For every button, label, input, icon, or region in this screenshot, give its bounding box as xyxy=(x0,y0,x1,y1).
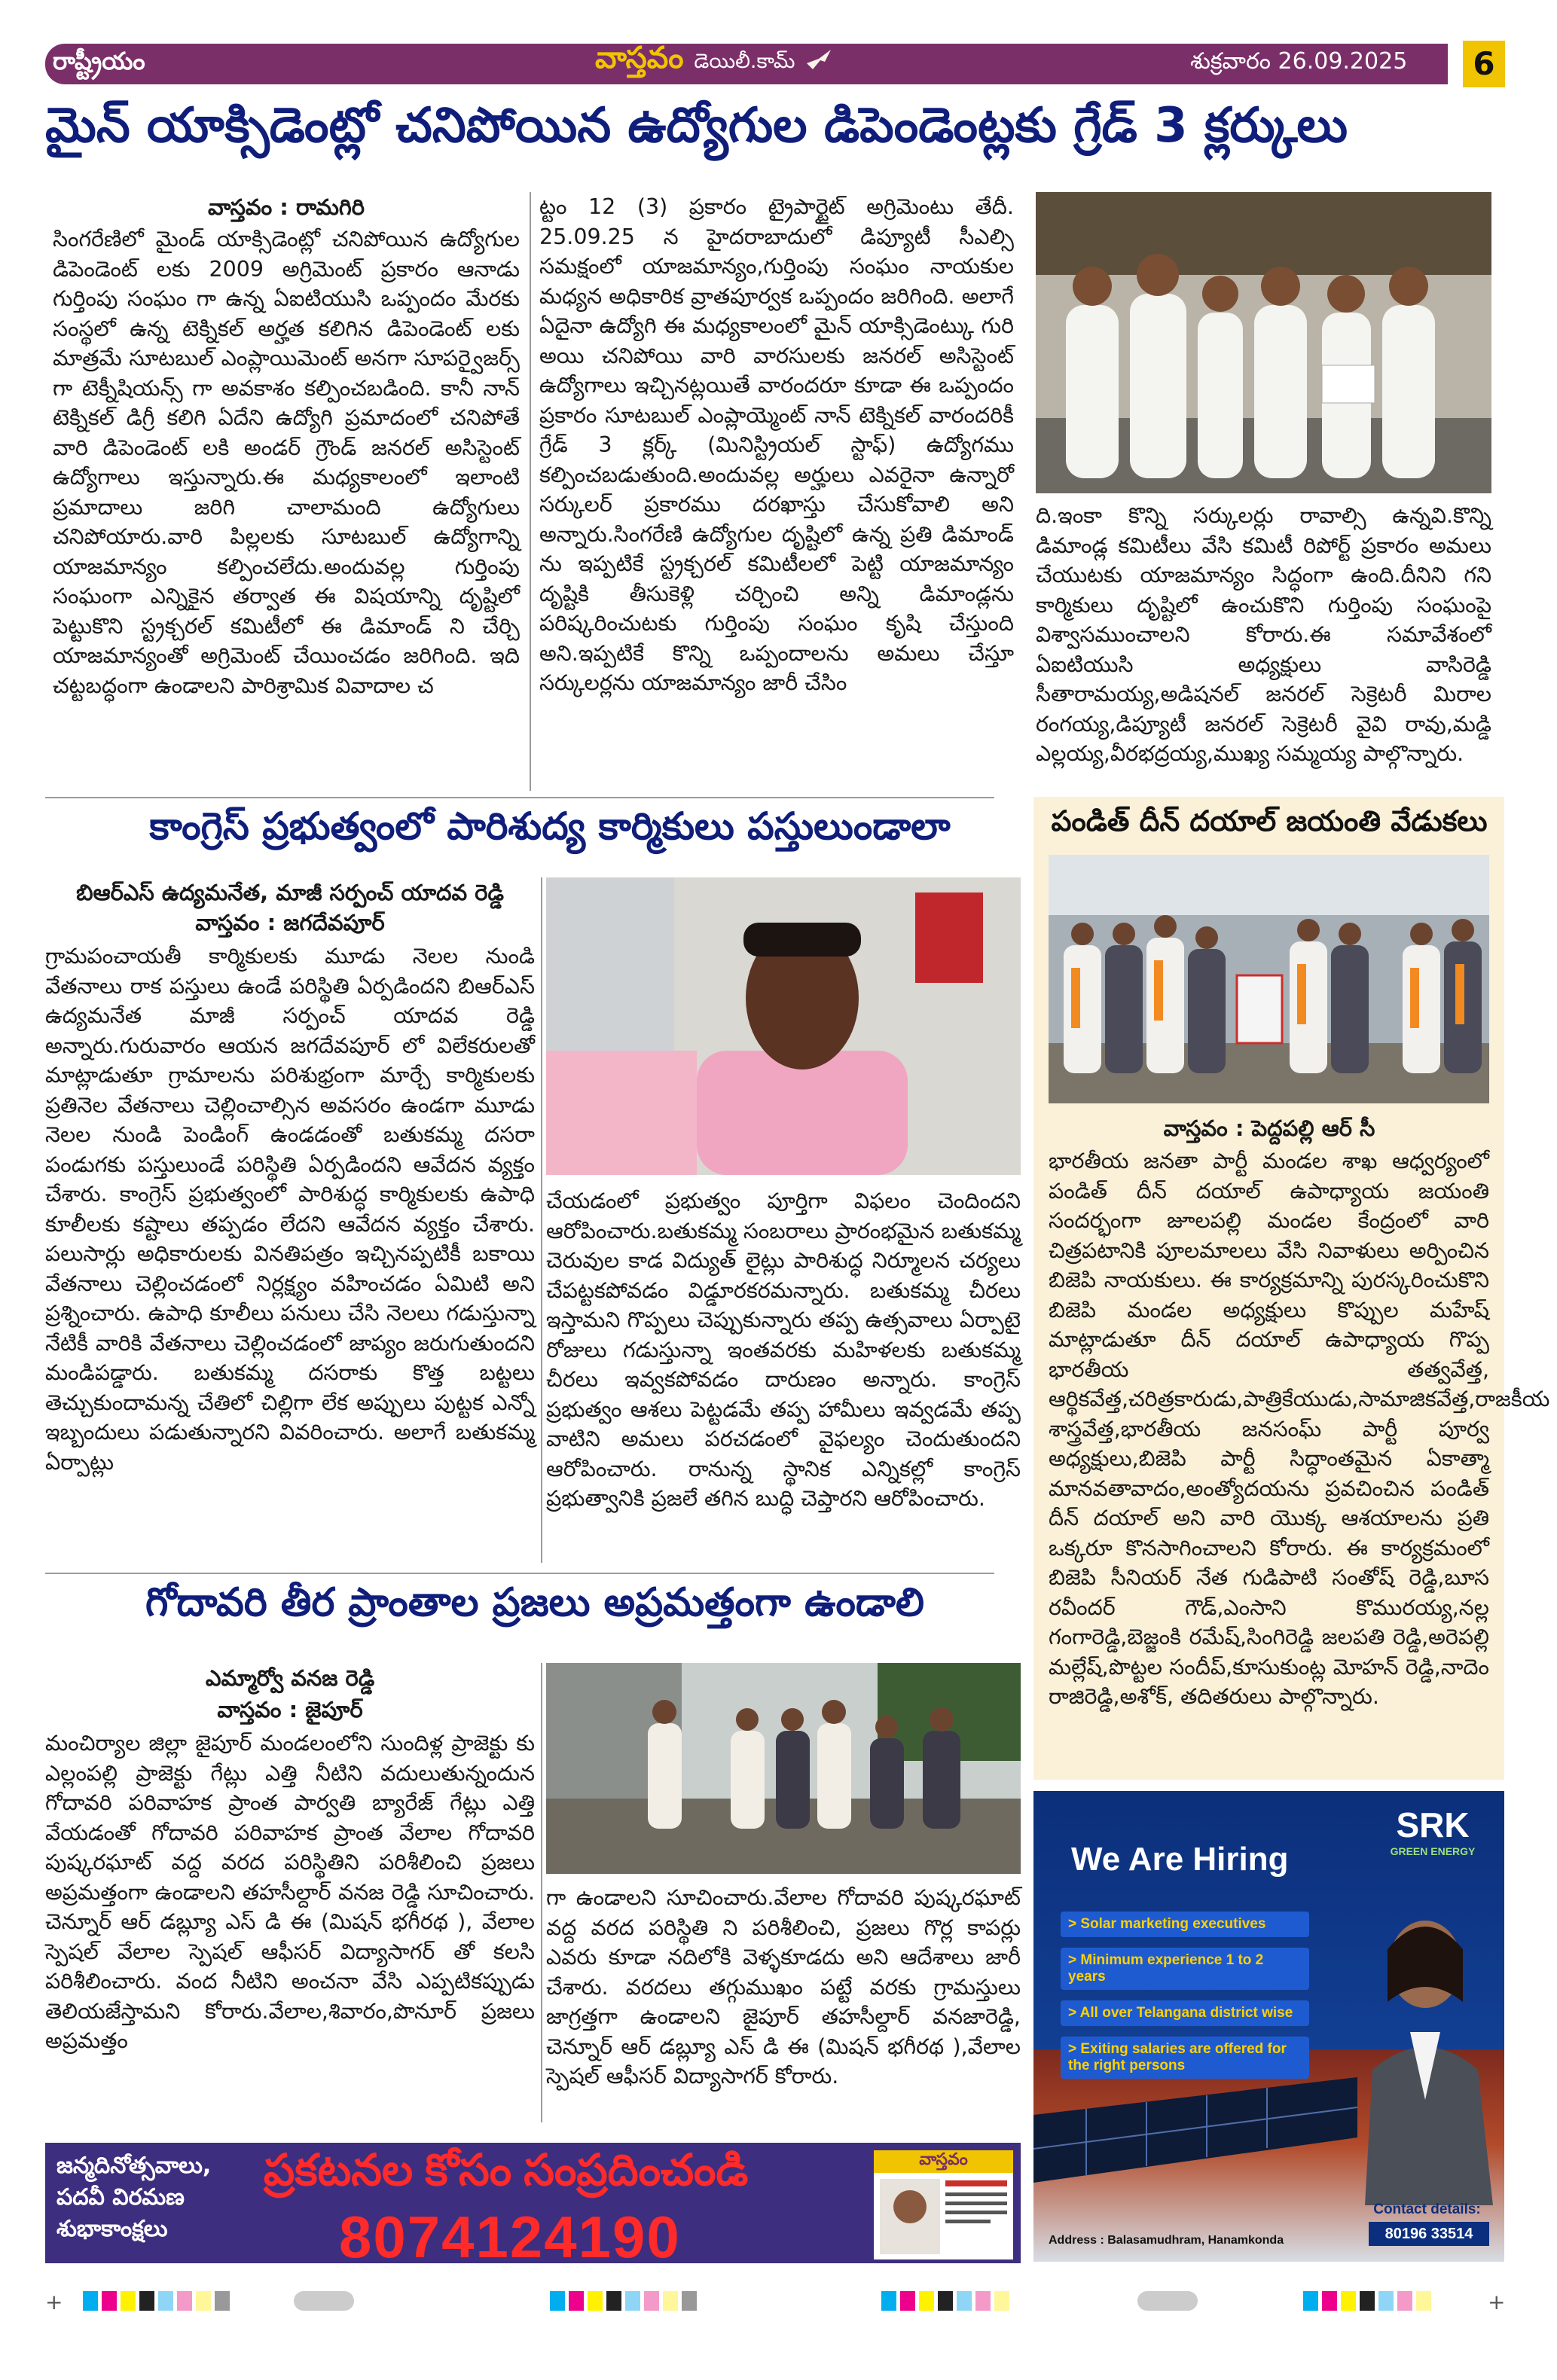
story2-col2: చేయడంలో ప్రభుత్వం పూర్తిగా విఫలం చెందిందని ఆరోపించారు.బతుకమ్మ సంబరాలు ప్రారంభమైన బతుకమ్మ చెరువుల కాడ విద్యుత్ లైట్లు పారిశుద్ధ నిర్మూలన చర్యలు చేపట్టకపోవడం విడ్డూరకరమన్నారు. బతుకమ్మ చీరలు ఇస్తామని గొప్పలు చెప్పుకున్నారు తప్ప ఉత్సవాలు ఏర్పాటై రోజులు గడుస్తున్నా ఇంతవరకు మహిళలకు బతుకమ్మ చీరలు ఇవ్వకపోవడం దారుణం అన్నారు. కాంగ్రెస్ ప్రభుత్వం ఆశలు పెట్టడమే తప్ప హామీలు ఇవ్వడమే తప్ప వాటిని అమలు పరచడంలో వైఫల్యం చెందుతుందని ఆరోపించారు. రానున్న స్థానిక ఎన్నికల్లో కాంగ్రెస్ ప్రభుత్వానికి ప్రజలే తగిన బుద్ధి చెప్తారని ఆరోపించారు. xyxy=(546,1188,1021,1511)
story3-headline: గోదావరి తీర ప్రాంతాల ప్రజలు అప్రమత్తంగా ఉండాలి xyxy=(145,1580,924,1625)
section-rule xyxy=(45,1573,994,1574)
story3-dateline: వాస్తవం : జైపూర్ xyxy=(217,1697,363,1722)
column-divider xyxy=(530,192,531,791)
hiring-item: > Minimum experience 1 to 2 years xyxy=(1061,1948,1309,1990)
bird-icon xyxy=(805,48,832,71)
story1-col1: సింగరేణిలో మైండ్ యాక్సిడెంట్లో చనిపోయిన ఉద్యోగుల డిపెండెంట్ లకు 2009 అగ్రిమెంట్ ప్రకారం ఆనాడు గుర్తింపు సంఘం గా ఉన్న ఏఐటియుసి ఒప్పందం మేరకు సంస్థలో ఉన్న టెక్నికల్ అర్హత కలిగిన డిపెండెంట్ లకు మాత్రమే సూటబుల్ ఎంప్లాయిమెంట్ అనగా సూపర్వైజర్స్ గా టెక్నీషియన్స్ గా అవకాశం కల్పించబడింది. కానీ నాన్ టెక్నికల్ డిగ్రీ కలిగి ఏదేని ఉద్యోగి ప్రమాదంలో చనిపోతే వారి డిపెండెంట్ లకి అండర్ గ్రౌండ్ జనరల్ అసిస్టెంట్ ఉద్యోగాలు ఇస్తున్నారు.ఈ మధ్యకాలంలో ఇలాంటి ప్రమాదాలు జరిగి చాలామంది ఉద్యోగులు చనిపోయారు.వారి పిల్లలకు సూటబుల్ ఉద్యోగాన్ని యాజమాన్యం కల్పించలేదు.అందువల్ల గుర్తింపు సంఘంగా ఎన్నికైన తర్వాత ఈ విషయాన్ని దృష్టిలో పెట్టుకొని స్ట్రక్చరల్ కమిటీలో ఈ డిమాండ్ ని చేర్చి యాజమాన్యంతో అగ్రిమెంట్ చేయించడం జరిగింది. ఇది చట్టబద్ధంగా ఉండాలని పారిశ్రామిక వివాదాల చ xyxy=(53,227,520,698)
story4-body: భారతీయ జనతా పార్టీ మండల శాఖ ఆధ్వర్యంలో పండిత్ దీన్ దయాల్ ఉపాధ్యాయ జయంతి సందర్భంగా జూలపల్లి మండల కేంద్రంలో వారి చిత్రపటానికి పూలమాలలు వేసి నివాళులు అర్పించిన బిజెపి నాయకులు. ఈ కార్యక్రమాన్ని పురస్కరించుకొని బిజెపి మండల అధ్యక్షులు కొప్పుల మహేష్ మాట్లాడుతూ దీన్ దయాల్ ఉపాధ్యాయ గొప్ప భారతీయ తత్వవేత్త, ఆర్థికవేత్త,చరిత్రకారుడు,పాత్రికేయుడు,సామాజికవేత్త,రాజకీయ శాస్త్రవేత్త,భారతీయ జనసంఘ్ పార్టీ పూర్వ అధ్యక్షులు,బిజెపి పార్టీ సిద్ధాంతమైన ఏకాత్మా మానవతావాదం,అంత్యోదయను ప్రవచించిన పండిత్ దీన్ దయాల్ అని వారి యొక్క ఆశయాలను ప్రతి ఒక్కరూ కొనసాగించాలని కోరారు. ఈ కార్యక్రమంలో బిజెపి సీనియర్ నేత గుడిపాటి సంతోష్ రెడ్డి,బూస రవీందర్ గౌడ్,ఎంసాని కొమురయ్య,నల్ల గంగారెడ్డి,బెజ్జంకి రమేష్,సింగిరెడ్డి జలపతి రెడ్డి,అరెపల్లి మల్లేష్,పొట్టల సందీప్,కూసుకుంట్ల మోహన్ రెడ్డి,నాదెం రాజిరెడ్డి,అశోక్, తదితరులు పాల్గొన్నారు. xyxy=(1049,1149,1550,1709)
hiring-item: > Solar marketing executives xyxy=(1061,1912,1309,1937)
masthead-sub: డెయిలీ.కామ్ xyxy=(694,50,795,73)
masthead xyxy=(595,41,832,83)
contact-label: Contact details: xyxy=(1373,2202,1481,2217)
story1-dateline: వాస్తవం : రామగిరి xyxy=(207,194,365,220)
newspaper-thumbnail xyxy=(874,2150,1013,2259)
registration-mark-icon: + xyxy=(45,2290,63,2314)
solar-panel-illustration xyxy=(1033,2070,1357,2205)
section-label: రాష్ట్రీయం xyxy=(53,47,145,75)
story3-byline: ఎమ్మార్వో వనజ రెడ్డి xyxy=(205,1665,375,1691)
contact-phone: 80196 33514 xyxy=(1369,2222,1489,2246)
page-number: 6 xyxy=(1463,41,1505,87)
story2-headline: కాంగ్రెస్ ప్రభుత్వంలో పారిశుద్య కార్మికులు పస్తులుండాలా xyxy=(149,804,951,848)
contact-ad-left-text: జన్మదినోత్సవాలు, పదవీ విరమణ శుభాకాంక్షలు xyxy=(56,2153,212,2242)
story3-photo xyxy=(546,1663,1021,1874)
story4-headline: పండిత్ దీన్ దయాల్ జయంతి వేడుకలు xyxy=(1051,804,1488,838)
column-divider xyxy=(541,877,542,1563)
hiring-title: We Are Hiring xyxy=(1071,1841,1289,1878)
story3-col2: గా ఉండాలని సూచించారు.వేలాల గోదావరి పుష్కరఘాట్ వద్ద వరద పరిస్థితి ని పరిశీలించి, ప్రజలు గొర్ల కాపర్లు ఎవరు కూడా నదిలోకి వెళ్ళకూడదు అని ఆదేశాలు జారీ చేశారు. వరదలు తగ్గుముఖం పట్టే వరకు గ్రామస్తులు జాగ్రత్తగా ఉండాలని జైపూర్ తహసీల్దార్ వనజారెడ్డి, చెన్నూర్ ఆర్ డబ్ల్యూ ఎస్ డి ఈ (మిషన్ భగీరథ ),వేలాల స్పెషల్ ఆఫీసర్ విద్యాసాగర్ కోరారు. xyxy=(546,1885,1021,2089)
print-registration-bar xyxy=(45,2282,1507,2327)
contact-ad-phone: 8074124190 xyxy=(339,2204,681,2270)
column-divider xyxy=(541,1663,542,2122)
srk-logo xyxy=(1376,1805,1489,1857)
story4-photo xyxy=(1049,855,1489,1103)
story1-photo xyxy=(1036,192,1491,493)
hiring-ad xyxy=(1033,1791,1504,2262)
hiring-item: > Exiting salaries are offered for the right persons xyxy=(1061,2037,1309,2079)
story2-photo xyxy=(546,877,1021,1175)
story4-dateline: వాస్తవం : పెద్దపల్లి ఆర్ సీ xyxy=(1163,1115,1375,1141)
srk-brand-sub: GREEN ENERGY xyxy=(1390,1845,1476,1857)
hiring-item: > All over Telangana district wise xyxy=(1061,2000,1309,2026)
person-illustration xyxy=(1350,1904,1504,2205)
registration-mark-icon: + xyxy=(1488,2290,1506,2314)
contact-ad-headline: ప్రకటనల కోసం సంప్రదించండి xyxy=(264,2146,749,2195)
story2-col1: గ్రామపంచాయతీ కార్మికులకు మూడు నెలల నుండి వేతనాలు రాక పస్తులు ఉండే పరిస్థితి ఏర్పడిందని బిఆర్ఎస్ ఉద్యమనేత మాజీ సర్పంచ్ యాదవ రెడ్డి అన్నారు.గురువారం ఆయన జగదేవపూర్ లో విలేకరులతో మాట్లాడుతూ గ్రామాలను పరిశుభ్రంగా మార్చే కార్మికులకు ప్రతినెల వేతనాలు చెల్లించాల్సిన అవసరం ఉండగా మూడు నెలల నుండి పెండింగ్ ఉండడంతో బతుకమ్మ దసరా పండుగకు పస్తులుండే పరిస్థితి ఏర్పడిందని ఆవేదన వ్యక్తం చేశారు. కాంగ్రెస్ ప్రభుత్వంలో పారిశుద్ధ కార్మికులకు ఉపాధి కూలీలకు కష్టాలు తప్పడం లేదని ఆవేదన వ్యక్తం చేశారు. పలుసార్లు అధికారులకు వినతిపత్రం ఇచ్చినప్పటికీ బకాయి వేతనాలు చెల్లించడంలో నిర్లక్ష్యం వహించడం ఏమిటి అని ప్రశ్నించారు. ఉపాధి కూలీలు పనులు చేసి నెలలు గడుస్తున్నా నేటికీ వారికి వేతనాలు చెల్లించడంలో జాప్యం జరుగుతుందని మండిపడ్డారు. బతుకమ్మ దసరాకు కొత్త బట్టలు తెచ్చుకుందామన్న చేతిలో చిల్లిగా లేక అప్పులు పుట్టక ఎన్నో ఇబ్బందులు పడుతున్నారని వివరించారు. అలాగే బతుకమ్మ ఏర్పాట్లు xyxy=(45,944,535,1475)
story2-byline: బిఆర్ఎస్ ఉద్యమనేత, మాజీ సర్పంచ్ యాదవ రెడ్డి xyxy=(76,880,504,905)
contact-address: Address : Balasamudhram, Hanamkonda xyxy=(1049,2234,1284,2247)
masthead-title: వాస్తవం xyxy=(595,41,684,75)
thumbnail-title: వాస్తవం xyxy=(874,2150,1013,2173)
srk-brand: SRK xyxy=(1396,1805,1470,1844)
story2-dateline: వాస్తవం : జగదేవపూర్ xyxy=(195,910,385,935)
story3-col1: మంచిర్యాల జిల్లా జైపూర్ మండలంలోని సుందిళ్ల ప్రాజెక్టు కు ఎల్లంపల్లి ప్రాజెక్టు గేట్లు ఎత్తి నీటిని వదులుతున్నందున గోదావరి పరివాహక ప్రాంత పార్వతి బ్యారేజ్ గేట్లు ఎత్తి వేయడంతో గోదావరి పరివాహక ప్రాంత వేలాల గోదావరి పుష్కరఘాట్ వద్ద వరద పరిస్థితిని పరిశీలించి ప్రజలు అప్రమత్తంగా ఉండాలని తహసీల్దార్ వనజ రెడ్డి సూచించారు. చెన్నూర్ ఆర్ డబ్ల్యూ ఎస్ డి ఈ (మిషన్ భగీరథ ), వేలాల స్పెషల్ వేలాల స్పెషల్ ఆఫీసర్ విద్యాసాగర్ తో కలసి పరిశీలించారు. వంద నీటిని అంచనా వేసి ఎప్పటికప్పుడు తెలియజేస్తామని కోరారు.వేలాల,శివారం,పొనూర్ ప్రజలు అప్రమత్తం xyxy=(45,1731,535,2053)
story1-headline: మైన్ యాక్సిడెంట్లో చనిపోయిన ఉద్యోగుల డిపెండెంట్లకు గ్రేడ్ 3 క్లర్కులు xyxy=(45,98,1348,154)
hiring-list xyxy=(1061,1912,1309,2089)
section-rule xyxy=(45,797,994,798)
story1-col3: ది.ఇంకా కొన్ని సర్కులర్లు రావాల్సి ఉన్నవి.కొన్ని డిమాండ్ల కమిటీలు వేసి కమిటీ రిపోర్ట్ ప్రకారం అమలు చేయుటకు యాజమాన్యం సిద్ధంగా ఉంది.దీనిని గని కార్మికులు దృష్టిలో ఉంచుకొని గుర్తింపు సంఘంపై విశ్వాసముంచాలని కోరారు.ఈ సమావేశంలో ఏఐటియుసి అధ్యక్షులు వాసిరెడ్డి సీతారామయ్య,అడిషనల్ జనరల్ సెక్రెటరీ మిరాల రంగయ్య,డిప్యూటీ జనరల్ సెక్రెటరీ వైవి రావు,మడ్డి ఎల్లయ్య,వీరభద్రయ్య,ముఖ్య సమ్మయ్య పాల్గొన్నారు. xyxy=(1036,503,1491,766)
story1-col2: ట్టం 12 (3) ప్రకారం ట్రైపార్టైట్ అగ్రిమెంటు తేదీ. 25.09.25 న హైదరాబాదులో డిప్యూటీ సీఎల్సి సమక్షంలో యాజమాన్యం,గుర్తింపు సంఘం నాయకుల మధ్యన అధికారిక వ్రాతపూర్వక ఒప్పందం జరిగింది. అలాగే ఏదైనా ఉద్యోగి ఈ మధ్యకాలంలో మైన్ యాక్సిడెంట్కు గురి అయి చనిపోయి వారి వారసులకు జనరల్ అసిస్టెంట్ ఉద్యోగాలు ఇచ్చినట్లయితే వారందరూ కూడా ఈ ఒప్పందం ప్రకారం సూటబుల్ ఎంప్లాయ్మెంట్ నాన్ టెక్నికల్ వారందరికీ గ్రేడ్ 3 క్లర్క్ (మినిస్ట్రియల్ స్టాఫ్) ఉద్యోగము కల్పించబడుతుంది.అందువల్ల అర్హులు ఎవరైనా ఉన్నారో సర్కులర్ ప్రకారము దరఖాస్తు చేసుకోవాలి అని అన్నారు.సింగరేణి ఉద్యోగుల దృష్టిలో ఉన్న ప్రతి డిమాండ్ ను ఇప్పటికే స్ట్రక్చరల్ కమిటీలలో పెట్టి యాజమాన్యం దృష్టికి తీసుకెళ్లి చర్చించి అన్ని డిమాండ్లను పరిష్కరించుటకు గుర్తింపు సంఘం కృషి చేస్తుంది అని.ఇప్పటికే కొన్ని ఒప్పందాలను అమలు చేస్తూ సర్కులర్లను యాజమాన్యం జారీ చేసిం xyxy=(539,194,1014,695)
issue-date: శుక్రవారం 26.09.2025 xyxy=(1190,48,1408,75)
